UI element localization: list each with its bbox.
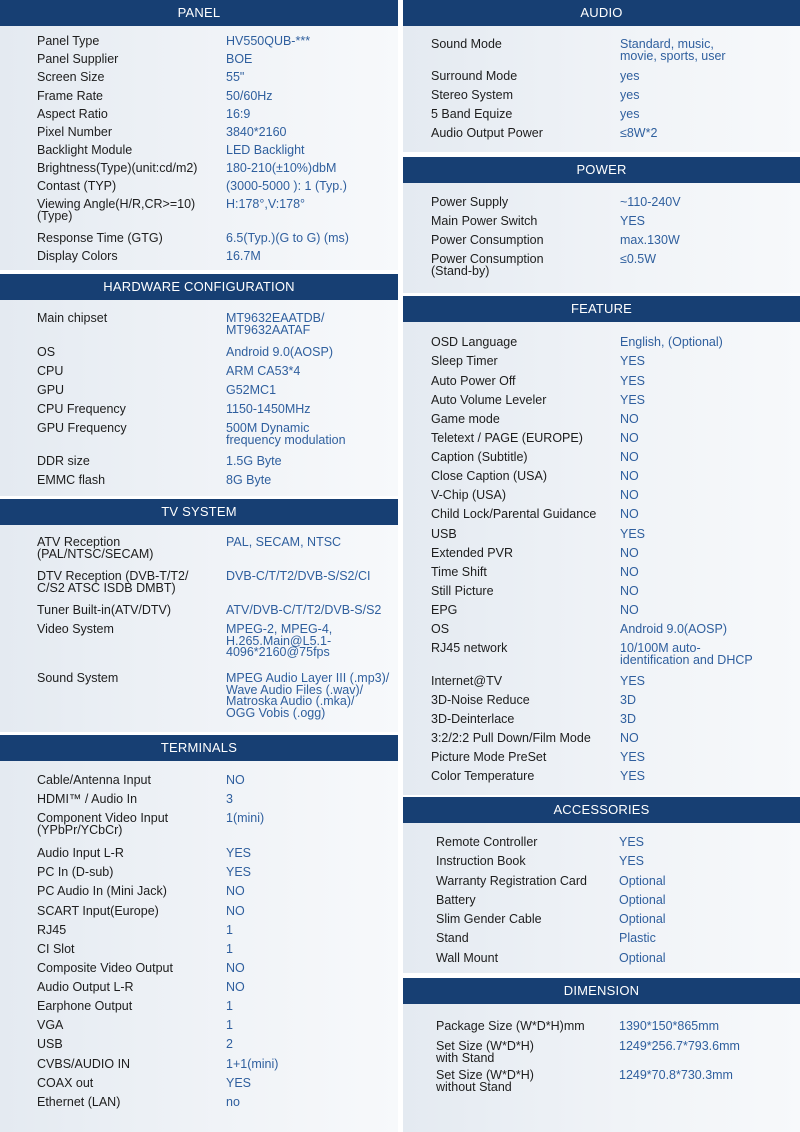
spec-label: Child Lock/Parental Guidance [431,507,597,521]
spec-value: ≤8W*2 [620,126,658,140]
spec-value: 3D [620,712,636,726]
spec-value: YES [620,674,646,688]
spec-label: Power Consumption (Stand-by) [431,252,544,278]
spec-value: NO [620,469,639,483]
spec-label: Panel Supplier [37,52,119,66]
dimension-section [403,976,800,1132]
spec-label: DDR size [37,454,90,468]
spec-value: PAL, SECAM, NTSC [226,535,342,549]
spec-value: YES [620,527,646,541]
spec-label: Brightness(Type)(unit:cd/m2) [37,161,198,175]
spec-value: 3 [226,792,233,806]
spec-label: Still Picture [431,584,494,598]
spec-label: Cable/Antenna Input [37,773,151,787]
spec-value: 3840*2160 [226,125,287,139]
spec-label: RJ45 network [431,641,508,655]
spec-label: Tuner Built-in(ATV/DTV) [37,603,172,617]
spec-value: Plastic [619,931,656,945]
spec-value: H:178°,V:178° [226,197,306,211]
spec-value: 1249*256.7*793.6mm [619,1039,740,1053]
tv-system-body [0,525,398,732]
spec-label: ATV Reception (PAL/NTSC/SECAM) [37,535,154,561]
power-header: POWER [403,157,800,183]
spec-label: Response Time (GTG) [37,231,163,245]
dimension-body [403,1004,800,1132]
left-column [0,0,398,1132]
spec-value: max.130W [620,233,680,247]
spec-label: CPU [37,364,64,378]
spec-value: yes [620,88,640,102]
spec-label: Sleep Timer [431,354,498,368]
spec-label: Internet@TV [431,674,503,688]
spec-label: Component Video Input (YPbPr/YCbCr) [37,811,169,837]
spec-label: Stand [436,931,469,945]
spec-value: YES [226,865,252,879]
hardware-body [0,300,398,496]
spec-label: Time Shift [431,565,487,579]
spec-value: yes [620,69,640,83]
spec-label: Auto Volume Leveler [431,393,547,407]
tv-system-section [0,499,398,732]
spec-value: NO [620,603,639,617]
panel-body [0,26,398,270]
spec-value: MT9632EAATDB/ MT9632AATAF [226,311,325,337]
spec-label: Set Size (W*D*H) without Stand [436,1068,534,1094]
hardware-header: HARDWARE CONFIGURATION [0,274,398,300]
spec-label: 5 Band Equize [431,107,513,121]
spec-value: Standard, music, movie, sports, user [620,37,726,63]
spec-value: DVB-C/T/T2/DVB-S/S2/CI [226,569,371,583]
spec-label: Color Temperature [431,769,535,783]
spec-label: Teletext / PAGE (EUROPE) [431,431,583,445]
spec-value: 16:9 [226,107,251,121]
spec-value: no [226,1095,240,1109]
spec-value: Optional [619,912,666,926]
spec-value: ATV/DVB-C/T/T2/DVB-S/S2 [226,603,382,617]
spec-label: Auto Power Off [431,374,516,388]
power-section [403,155,800,293]
spec-label: OS [431,622,450,636]
spec-value: 3D [620,693,636,707]
terminals-header: TERMINALS [0,735,398,761]
spec-value: YES [226,846,252,860]
feature-body [403,322,800,795]
spec-value: YES [620,750,646,764]
spec-label: 3D-Deinterlace [431,712,515,726]
panel-header: PANEL [0,0,398,26]
spec-value: ~110-240V [620,195,681,209]
spec-label: Close Caption (USA) [431,469,548,483]
spec-label: CI Slot [37,942,75,956]
spec-label: Ethernet (LAN) [37,1095,121,1109]
spec-label: PC Audio In (Mini Jack) [37,884,167,898]
spec-value: YES [620,393,646,407]
spec-value: NO [620,431,639,445]
spec-value: (3000-5000 ): 1 (Typ.) [226,179,347,193]
spec-label: Audio Output Power [431,126,543,140]
spec-label: OSD Language [431,335,518,349]
spec-value: Optional [619,874,666,888]
spec-value: BOE [226,52,253,66]
spec-label: Audio Output L-R [37,980,134,994]
spec-value: HV550QUB-*** [226,34,311,48]
spec-value: 180-210(±10%)dbM [226,161,337,175]
audio-section [403,0,800,152]
spec-label: RJ45 [37,923,67,937]
spec-value: NO [620,507,639,521]
spec-value: YES [620,374,646,388]
right-column [403,0,800,1132]
accessories-body [403,823,800,973]
spec-value: NO [226,980,245,994]
spec-value: 1390*150*865mm [619,1019,720,1033]
spec-label: Power Supply [431,195,509,209]
spec-label: GPU Frequency [37,421,127,435]
spec-value: G52MC1 [226,383,277,397]
spec-value: NO [620,565,639,579]
spec-value: YES [620,354,646,368]
spec-label: Viewing Angle(H/R,CR>=10) (Type) [37,197,196,223]
spec-label: Extended PVR [431,546,513,560]
accessories-header: ACCESSORIES [403,797,800,823]
spec-value: YES [619,854,645,868]
spec-value: 10/100M auto- identification and DHCP [620,641,753,667]
spec-label: EMMC flash [37,473,106,487]
spec-value: YES [226,1076,252,1090]
spec-label: HDMI™ / Audio In [37,792,138,806]
tv-system-header: TV SYSTEM [0,499,398,525]
spec-label: Game mode [431,412,500,426]
spec-label: Instruction Book [436,854,526,868]
spec-label: Caption (Subtitle) [431,450,528,464]
spec-value: ≤0.5W [620,252,657,266]
spec-label: CPU Frequency [37,402,126,416]
spec-label: Contast (TYP) [37,179,117,193]
spec-value: 16.7M [226,249,261,263]
spec-label: Power Consumption [431,233,544,247]
spec-label: Earphone Output [37,999,133,1013]
spec-label: Frame Rate [37,89,103,103]
spec-value: 1150-1450MHz [226,402,311,416]
spec-value: 500M Dynamic frequency modulation [226,421,346,447]
spec-value: Android 9.0(AOSP) [226,345,333,359]
spec-value: NO [620,546,639,560]
power-body [403,183,800,293]
feature-header: FEATURE [403,296,800,322]
spec-label: PC In (D-sub) [37,865,114,879]
spec-value: 1+1(mini) [226,1057,279,1071]
spec-label: EPG [431,603,458,617]
spec-value: YES [620,769,646,783]
spec-label: V-Chip (USA) [431,488,507,502]
spec-label: Set Size (W*D*H) with Stand [436,1039,534,1065]
dimension-header: DIMENSION [403,978,800,1004]
spec-value: ARM CA53*4 [226,364,301,378]
spec-label: VGA [37,1018,64,1032]
accessories-section [403,797,800,973]
spec-label: Surround Mode [431,69,518,83]
spec-value: NO [226,884,245,898]
spec-value: 2 [226,1037,233,1051]
spec-value: 1249*70.8*730.3mm [619,1068,733,1082]
spec-value: 1.5G Byte [226,454,282,468]
terminals-section [0,735,398,1132]
spec-label: Main Power Switch [431,214,538,228]
spec-label: Audio Input L-R [37,846,124,860]
spec-label: SCART Input(Europe) [37,904,159,918]
spec-label: Screen Size [37,70,105,84]
spec-label: COAX out [37,1076,94,1090]
spec-label: Panel Type [37,34,100,48]
audio-body [403,26,800,152]
spec-value: Android 9.0(AOSP) [620,622,727,636]
spec-label: Sound System [37,671,119,685]
spec-value: 1 [226,923,233,937]
spec-value: 1 [226,942,233,956]
spec-label: CVBS/AUDIO IN [37,1057,131,1071]
spec-value: Optional [619,893,666,907]
spec-value: LED Backlight [226,143,305,157]
spec-value: 8G Byte [226,473,272,487]
feature-section [403,296,800,795]
spec-label: Video System [37,622,114,636]
spec-value: YES [620,214,646,228]
spec-value: YES [619,835,645,849]
spec-label: OS [37,345,56,359]
spec-label: Display Colors [37,249,118,263]
spec-value: Optional [619,951,666,965]
spec-value: 1(mini) [226,811,265,825]
spec-label: Stereo System [431,88,513,102]
spec-value: 50/60Hz [226,89,273,103]
spec-label: Pixel Number [37,125,113,139]
spec-label: Package Size (W*D*H)mm [436,1019,585,1033]
spec-value: MPEG Audio Layer III (.mp3)/ Wave Audio Files (.wav)/ Matroska Audio (.mka)/ OGG Vobis (.ogg) [226,671,390,720]
spec-label: 3D-Noise Reduce [431,693,530,707]
spec-label: Warranty Registration Card [436,874,587,888]
spec-value: NO [226,904,245,918]
spec-label: Aspect Ratio [37,107,108,121]
spec-label: DTV Reception (DVB-T/T2/ C/S2 ATSC ISDB DMBT) [37,569,189,595]
spec-label: Remote Controller [436,835,538,849]
spec-value: NO [620,412,639,426]
terminals-body [0,761,398,1132]
spec-value: 1 [226,999,233,1013]
panel-section [0,0,398,270]
spec-label: USB [431,527,457,541]
spec-value: NO [620,450,639,464]
spec-value: MPEG-2, MPEG-4, H.265.Main@L5.1- 4096*2160@75fps [226,622,333,659]
spec-label: Main chipset [37,311,108,325]
spec-value: NO [620,584,639,598]
spec-label: Sound Mode [431,37,502,51]
spec-label: Composite Video Output [37,961,173,975]
spec-value: 6.5(Typ.)(G to G) (ms) [226,231,349,245]
spec-value: NO [226,961,245,975]
spec-value: 1 [226,1018,233,1032]
hardware-section [0,274,398,496]
spec-label: Picture Mode PreSet [431,750,547,764]
spec-value: 55" [226,70,245,84]
spec-value: yes [620,107,640,121]
spec-value: NO [620,488,639,502]
spec-value: NO [620,731,639,745]
audio-header: AUDIO [403,0,800,26]
spec-label: USB [37,1037,63,1051]
spec-label: Slim Gender Cable [436,912,542,926]
spec-label: Backlight Module [37,143,133,157]
spec-value: English, (Optional) [620,335,723,349]
spec-label: 3:2/2:2 Pull Down/Film Mode [431,731,591,745]
spec-label: Wall Mount [436,951,499,965]
spec-value: NO [226,773,245,787]
spec-label: GPU [37,383,65,397]
spec-label: Battery [436,893,476,907]
